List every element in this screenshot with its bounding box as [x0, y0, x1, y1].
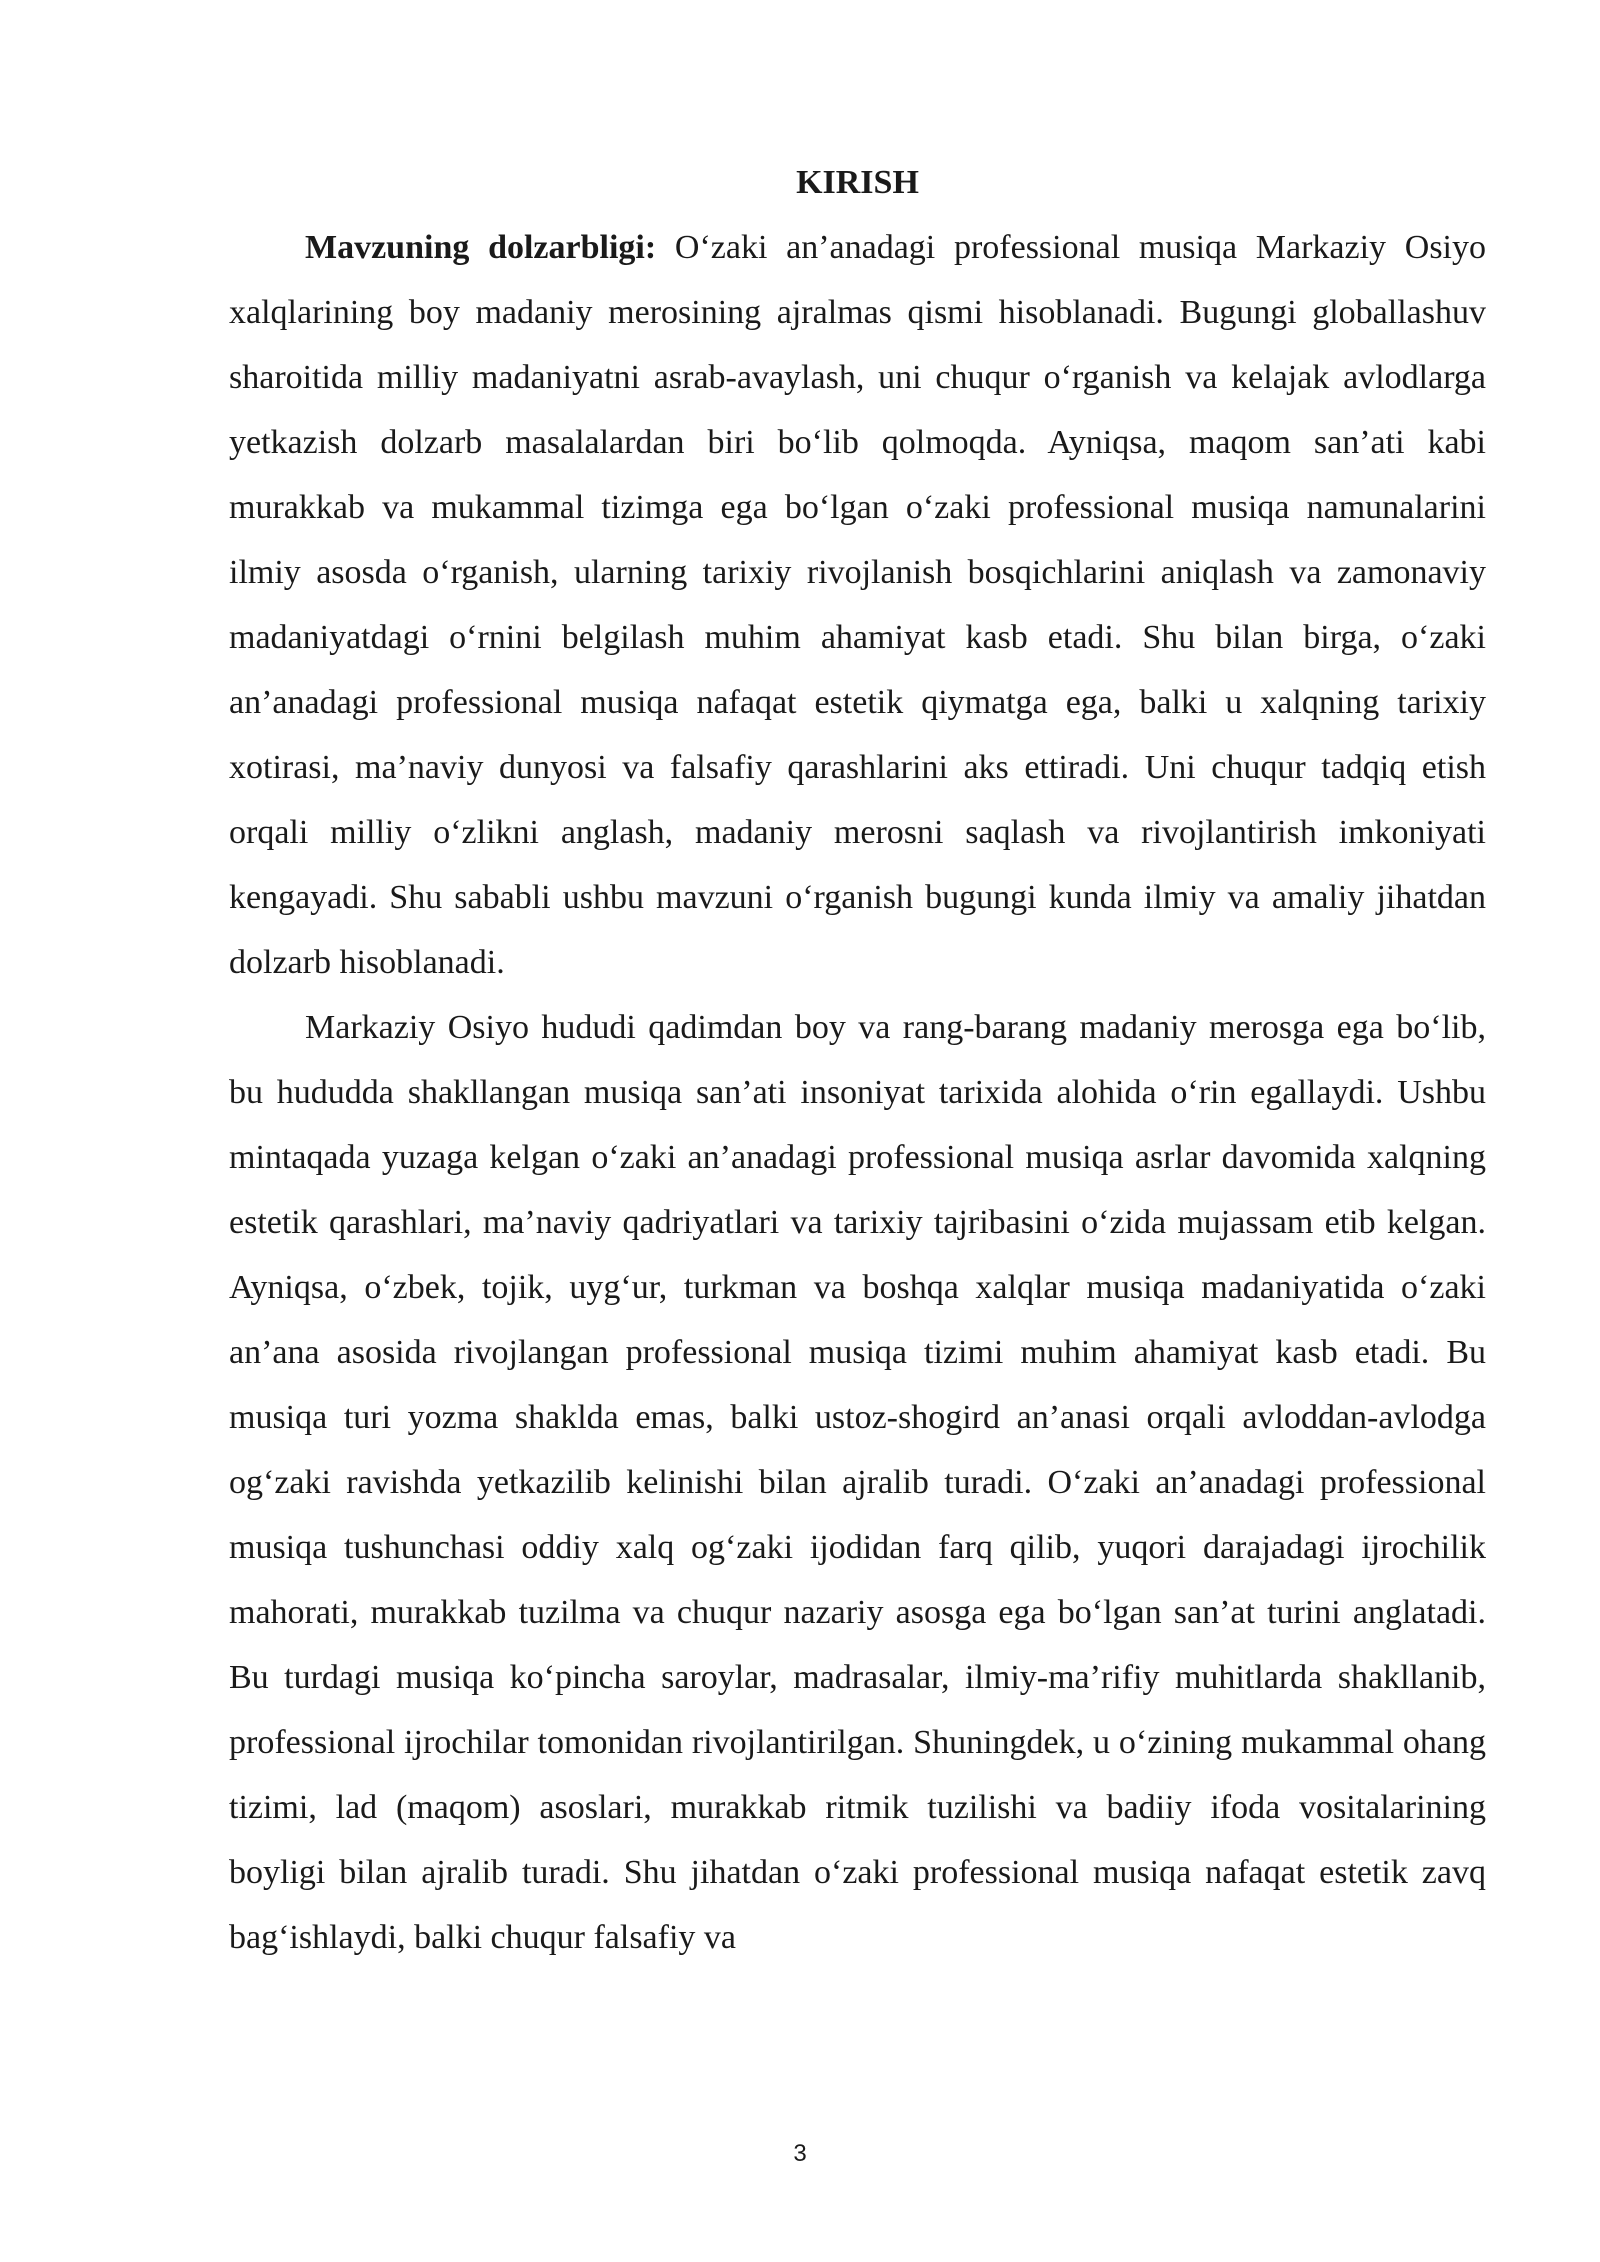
section-heading: KIRISH: [796, 164, 919, 201]
document-body: [229, 150, 1486, 1970]
page-number: 3: [793, 2140, 807, 2167]
paragraph-relevance: [229, 215, 1486, 995]
paragraph-lead: Mavzuning dolzarbligi:: [305, 229, 657, 266]
paragraph-central-asia: [229, 995, 1486, 1970]
paragraph-text: O‘zaki an’anadagi professional musiqa Markaziy Osiyo xalqlarining boy madaniy merosining ajralmas qismi hisoblanadi. Bugungi globallashuv sharoitida milliy madaniyatni asrab-avaylash, uni chuqur o‘rganish va kelajak avlodlarga yetkazish dolzarb masalalardan biri bo‘lib qolmoqda. Ayniqsa, maqom san’ati kabi murakkab va mukammal tizimga ega bo‘lgan o‘zaki professional musiqa namunalarini ilmiy asosda o‘rganish, ularning tarixiy rivojlanish bosqichlarini aniqlash va zamonaviy madaniyatdagi o‘rnini belgilash muhim ahamiyat kasb etadi. Shu bilan birga, o‘zaki an’anadagi professional musiqa nafaqat estetik qiymatga ega, balki u xalqning tarixiy xotirasi, ma’naviy dunyosi va falsafiy qarashlarini aks ettiradi. Uni chuqur tadqiq etish orqali milliy o‘zlikni anglash, madaniy merosni saqlash va rivojlantirish imkoniyati kengayadi. Shu sababli ushbu mavzuni o‘rganish bugungi kunda ilmiy va amaliy jihatdan dolzarb hisoblanadi.: [229, 229, 1486, 981]
paragraph-text: Markaziy Osiyo hududi qadimdan boy va rang-barang madaniy merosga ega bo‘lib, bu hududda shakllangan musiqa san’ati insoniyat tarixida alohida o‘rin egallaydi. Ushbu mintaqada yuzaga kelgan o‘zaki an’anadagi professional musiqa asrlar davomida xalqning estetik qarashlari, ma’naviy qadriyatlari va tarixiy tajribasini o‘zida mujassam etib kelgan. Ayniqsa, o‘zbek, tojik, uyg‘ur, turkman va boshqa xalqlar musiqa madaniyatida o‘zaki an’ana asosida rivojlangan professional musiqa tizimi muhim ahamiyat kasb etadi. Bu musiqa turi yozma shaklda emas, balki ustoz-shogird an’anasi orqali avloddan-avlodga og‘zaki ravishda yetkazilib kelinishi bilan ajralib turadi. O‘zaki an’anadagi professional musiqa tushunchasi oddiy xalq og‘zaki ijodidan farq qilib, yuqori darajadagi ijrochilik mahorati, murakkab tuzilma va chuqur nazariy asosga ega bo‘lgan san’at turini anglatadi. Bu turdagi musiqa ko‘pincha saroylar, madrasalar, ilmiy-ma’rifiy muhitlarda shakllanib, professional ijrochilar tomonidan rivojlantirilgan. Shuningdek, u o‘zining mukammal ohang tizimi, lad (maqom) asoslari, murakkab ritmik tuzilishi va badiiy ifoda vositalarining boyligi bilan ajralib turadi. Shu jihatdan o‘zaki professional musiqa nafaqat estetik zavq bag‘ishlaydi, balki chuqur falsafiy va: [229, 1009, 1486, 1956]
